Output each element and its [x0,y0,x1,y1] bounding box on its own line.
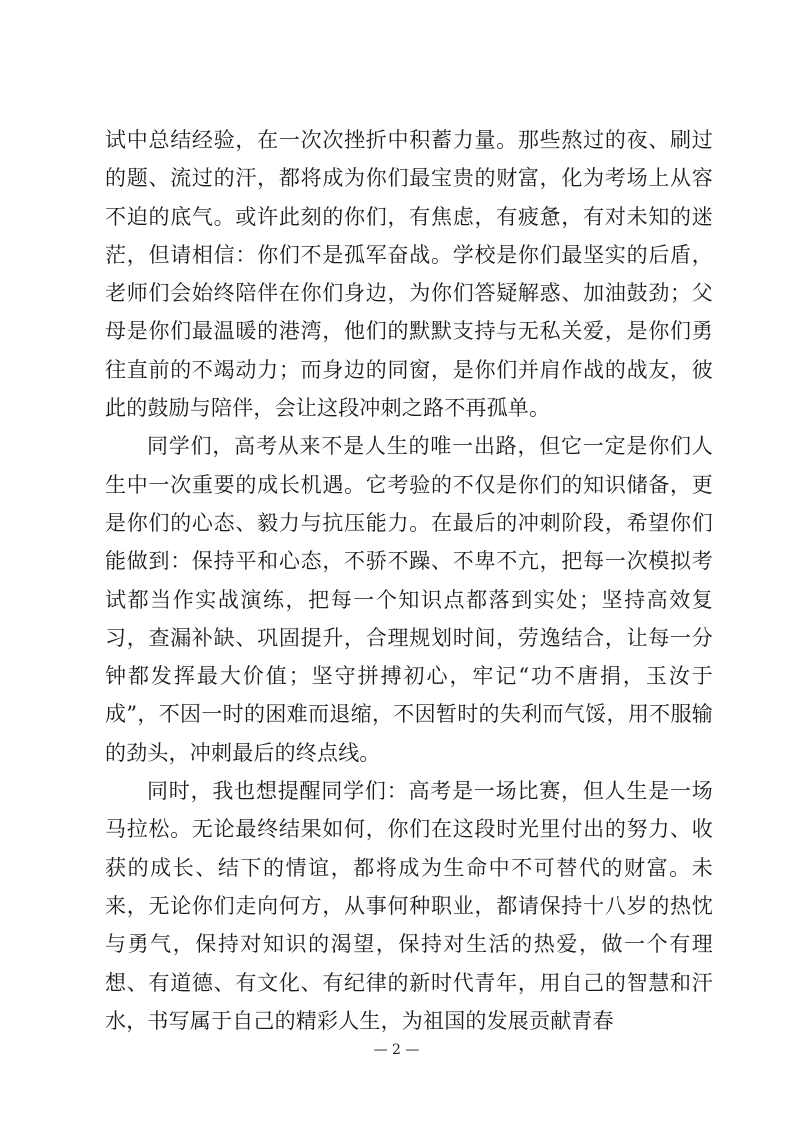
body-text [105,121,713,1040]
paragraph-2: 同学们，高考从来不是人生的唯一出路，但它一定是你们人生中一次重要的成长机遇。它考验的不仅是你们的知识储备，更是你们的心态、毅力与抗压能力。在最后的冲刺阶段，希望你们能做到：保持平和心态，不骄不躁、不卑不亢，把每一次模拟考试都当作实战演练，把每一个知识点都落到实处；坚持高效复习，查漏补缺、巩固提升，合理规划时间，劳逸结合，让每一分钟都发挥最大价值；坚守拼搏初心，牢记“功不唐捐，玉汝于成”，不因一时的困难而退缩，不因暂时的失利而气馁，用不服输的劲头，冲刺最后的终点线。 [105,434,713,765]
page-number: — 2 — [373,1042,420,1058]
paragraph-3: 同时，我也想提醒同学们：高考是一场比赛，但人生是一场马拉松。无论最终结果如何，你们在这段时光里付出的努力、收获的成长、结下的情谊，都将成为生命中不可替代的财富。未来，无论你们走向何方，从事何种职业，都请保持十八岁的热忱与勇气，保持对知识的渴望，保持对生活的热爱，做一个有理想、有道德、有文化、有纪律的新时代青年，用自己的智慧和汗水，书写属于自己的精彩人生，为祖国的发展贡献青春 [105,779,713,1033]
paragraph-1: 试中总结经验，在一次次挫折中积蓄力量。那些熬过的夜、刷过的题、流过的汗，都将成为你们最宝贵的财富，化为考场上从容不迫的底气。或许此刻的你们，有焦虑，有疲惫，有对未知的迷茫，但请相信：你们不是孤军奋战。学校是你们最坚实的后盾，老师们会始终陪伴在你们身边，为你们答疑解惑、加油鼓劲；父母是你们最温暖的港湾，他们的默默支持与无私关爱，是你们勇往直前的不竭动力；而身边的同窗，是你们并肩作战的战友，彼此的鼓励与陪伴，会让这段冲刺之路不再孤单。 [105,128,713,421]
